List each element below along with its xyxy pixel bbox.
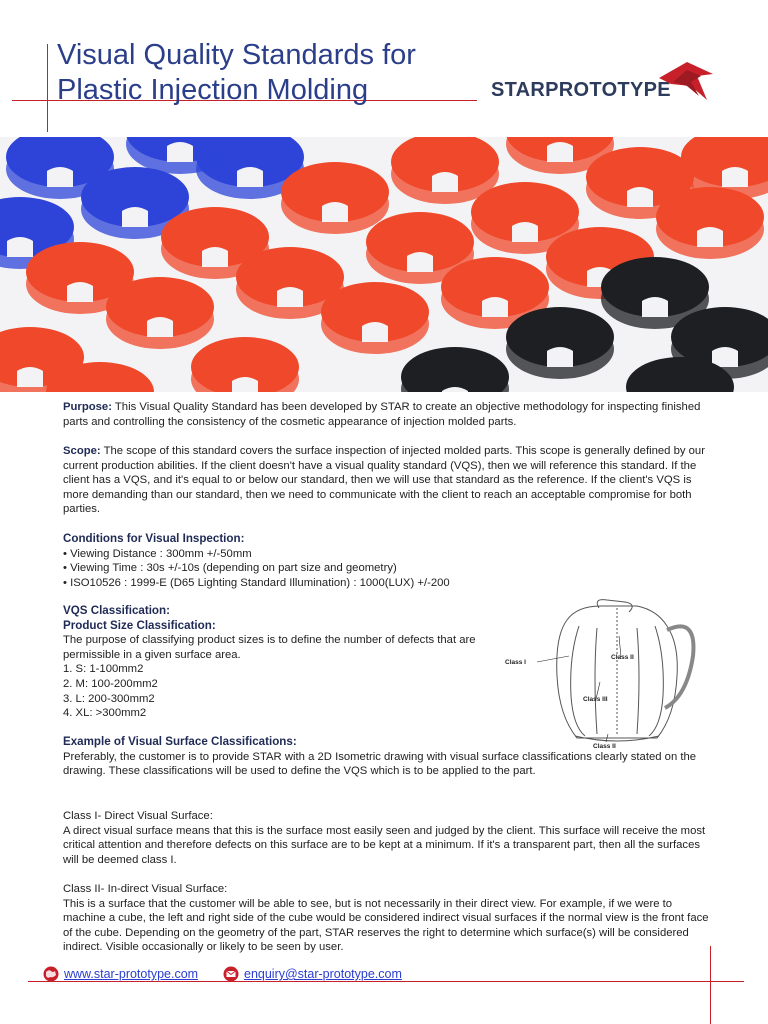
example-text: Preferably, the customer is to provide STAR with a 2D Isometric drawing with visual surface classifications clearly stated on the drawing. These classifications will be used to define the VQS which is to be applied to the part. <box>63 750 697 778</box>
molded-cap <box>321 282 429 354</box>
list-item: • ISO10526 : 1999-E (D65 Lighting Standard Illumination) : 1000(LUX) +/-200 <box>63 576 450 589</box>
size-class-heading: Product Size Classification: <box>63 618 216 632</box>
size-class-list <box>63 662 503 720</box>
purpose-text: This Visual Quality Standard has been developed by STAR to create an objective methodology for inspecting finished parts and controlling the consistency of the cosmetic appearance of injection molded parts. <box>63 401 701 428</box>
globe-icon <box>43 966 59 982</box>
vqs-heading: VQS Classification: <box>63 604 170 617</box>
logo-star-mark-icon <box>651 60 721 104</box>
surface-class-drawing <box>497 596 701 750</box>
label-class-1: Class I <box>505 659 526 666</box>
title-line-2: Plastic Injection Molding <box>57 74 369 106</box>
star-prototype-logo <box>491 60 721 104</box>
example-section <box>63 735 713 779</box>
list-item: 3. L: 200-300mm2 <box>63 692 155 705</box>
label-class-3: Class III <box>583 696 608 703</box>
class2-heading: Class II- In-direct Visual Surface: <box>63 883 228 895</box>
class1-heading: Class I- Direct Visual Surface: <box>63 810 213 822</box>
logo-wordmark: STARPROTOTYPE <box>491 79 671 101</box>
list-item: • Viewing Time : 30s +/-10s (depending on part size and geometry) <box>63 562 397 575</box>
list-item: 2. M: 100-200mm2 <box>63 677 158 690</box>
list-item: 4. XL: >300mm2 <box>63 707 147 720</box>
molded-cap <box>106 277 214 349</box>
list-item: • Viewing Distance : 300mm +/-50mm <box>63 547 252 560</box>
footer-website[interactable] <box>43 966 198 982</box>
example-heading: Example of Visual Surface Classifications: <box>63 735 297 748</box>
conditions-heading: Conditions for Visual Inspection: <box>63 532 245 545</box>
footer-vertical-rule <box>710 946 711 1024</box>
purpose-label: Purpose: <box>63 401 112 413</box>
scope-label: Scope: <box>63 445 101 457</box>
molded-cap <box>281 162 389 234</box>
conditions-list <box>63 547 513 591</box>
class1-section <box>63 809 713 867</box>
envelope-icon <box>223 966 239 982</box>
conditions-section <box>63 532 513 590</box>
molded-parts-photo <box>0 137 768 392</box>
label-class-2-top: Class II <box>611 654 634 661</box>
title-line-1: Visual Quality Standards for <box>57 39 416 71</box>
page-title <box>57 38 416 108</box>
footer-email[interactable] <box>223 966 402 982</box>
label-class-2-bottom: Class II <box>593 743 616 750</box>
molded-parts-illustration <box>0 137 768 392</box>
header-vertical-rule <box>47 44 48 132</box>
class2-section <box>63 882 713 955</box>
class2-text: This is a surface that the customer will be able to see, but is not necessarily in their direct view. For example, if we were to machine a cube, the left and right side of the cube would be considered indirect visual surfaces if the normal view is the front face of the cube. Depending on the geometry of the part, STAR reserves the right to determine which surface(s) will be considered indirect. Visible occasionally or likely to be seen by user. <box>63 897 709 954</box>
purpose-paragraph <box>63 400 713 429</box>
scope-paragraph <box>63 444 713 517</box>
list-item: 1. S: 1-100mm2 <box>63 663 144 676</box>
jug-drawing <box>497 596 701 750</box>
molded-cap <box>401 347 509 392</box>
class1-text: A direct visual surface means that this is the surface most easily seen and judged by the client. This surface will receive the most critical attention and therefore defects on this surface are to be kept at a minimum. If it's a transparent part, then all the surfaces will be deemed class I. <box>63 824 706 866</box>
vqs-section <box>63 604 503 721</box>
scope-text: The scope of this standard covers the surface inspection of injected molded parts. This scope is generally defined by our current production abilities. If the client doesn't have a visual quality standard (VQS), then we will reference this standard. If the client has a VQS, and it's equal to or below our standard, then we will use that standard as the reference. If the client's VQS is more demanding than our standard, then we need to communicate with the client to reach an acceptable compromise for both parties. <box>63 445 705 516</box>
molded-cap <box>506 307 614 379</box>
size-class-intro: The purpose of classifying product sizes is to define the number of defects that are permissible in a given surface area. <box>63 634 476 661</box>
website-link[interactable]: www.star-prototype.com <box>64 967 199 981</box>
email-link[interactable]: enquiry@star-prototype.com <box>244 967 402 981</box>
molded-cap <box>191 337 299 392</box>
